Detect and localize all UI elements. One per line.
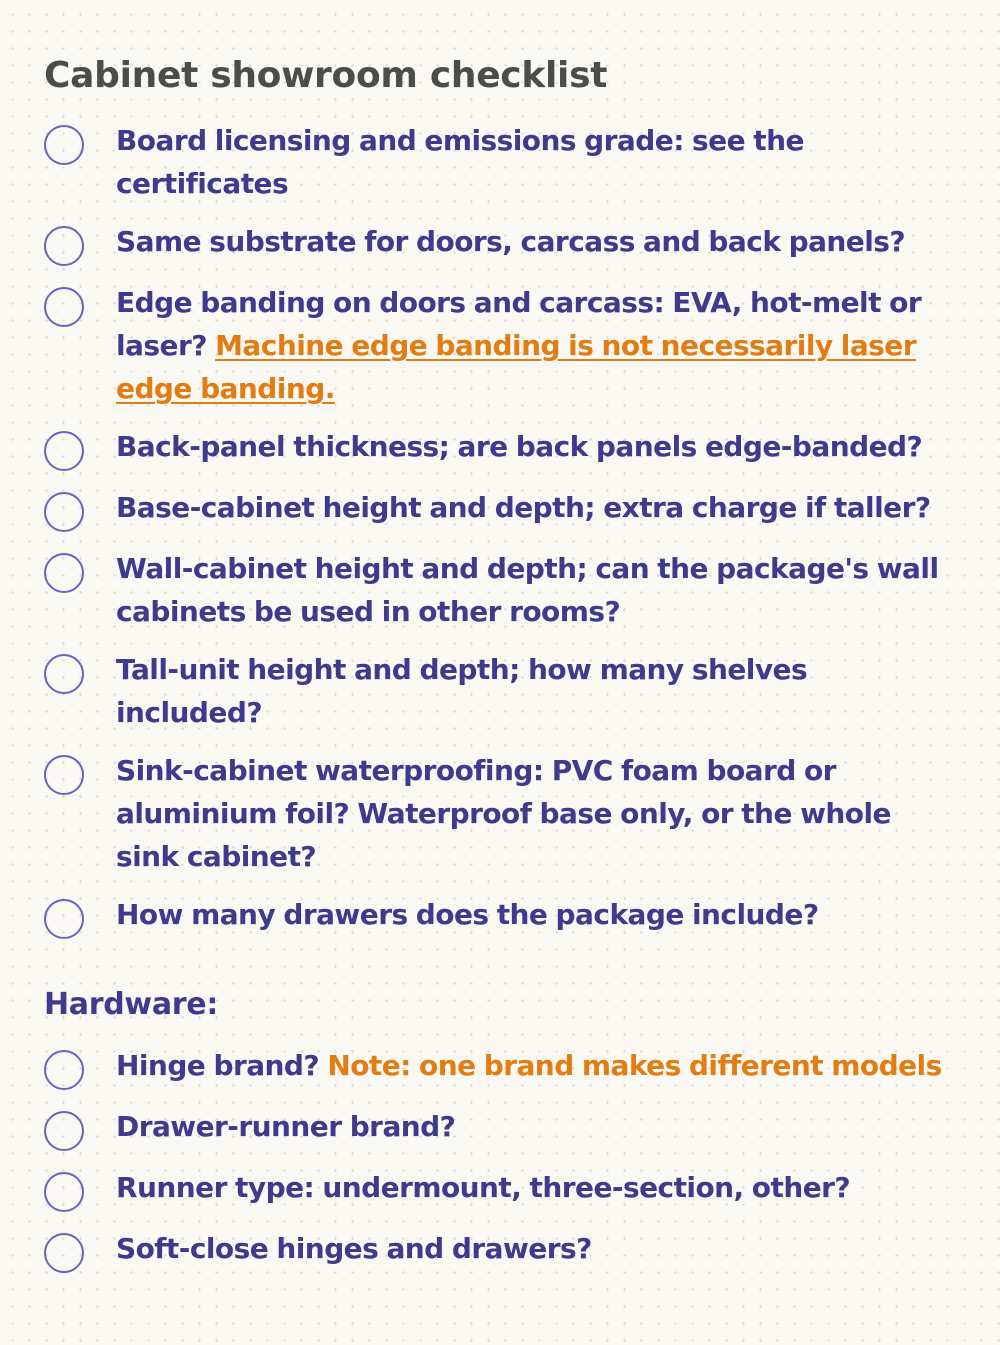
- checklist-item: [44, 1111, 960, 1151]
- circle-checkbox-icon[interactable]: [44, 553, 84, 593]
- checklist-item-text: Drawer-runner brand?: [116, 1110, 456, 1143]
- checklist-item: [44, 226, 960, 266]
- checklist-item-text: Wall-cabinet height and depth; can the package's wall cabinets be used in other rooms?: [116, 552, 939, 628]
- main-checklist: [44, 125, 960, 939]
- circle-checkbox-icon[interactable]: [44, 492, 84, 532]
- checklist-item: [44, 899, 960, 939]
- checklist-item-main-text: Hinge brand?: [116, 1049, 328, 1082]
- circle-checkbox-icon[interactable]: [44, 125, 84, 165]
- circle-checkbox-icon[interactable]: [44, 287, 84, 327]
- circle-checkbox-icon[interactable]: [44, 1233, 84, 1273]
- checklist-item: [44, 125, 960, 205]
- checklist-item-text: [116, 1044, 960, 1087]
- checklist-item-text: Same substrate for doors, carcass and back panels?: [116, 225, 906, 258]
- checklist-item: [44, 1233, 960, 1273]
- page-title: Cabinet showroom checklist: [44, 55, 608, 96]
- checklist-item: [44, 1172, 960, 1212]
- checklist-item: [44, 553, 960, 633]
- checklist-item-text: Back-panel thickness; are back panels edge-banded?: [116, 430, 923, 463]
- checklist-item-text: [116, 281, 960, 410]
- checklist-item-text: Base-cabinet height and depth; extra charge if taller?: [116, 491, 931, 524]
- circle-checkbox-icon[interactable]: [44, 1050, 84, 1090]
- hardware-checklist: [44, 1050, 960, 1273]
- checklist-item: [44, 492, 960, 532]
- circle-checkbox-icon[interactable]: [44, 899, 84, 939]
- circle-checkbox-icon[interactable]: [44, 755, 84, 795]
- checklist-item-text: Soft-close hinges and drawers?: [116, 1232, 592, 1265]
- circle-checkbox-icon[interactable]: [44, 654, 84, 694]
- checklist-item-text: Board licensing and emissions grade: see the certificates: [116, 124, 804, 200]
- circle-checkbox-icon[interactable]: [44, 226, 84, 266]
- hardware-section-title: Hardware:: [44, 987, 219, 1022]
- checklist-item: [44, 755, 960, 878]
- hinge-brand-note: Note: one brand makes different models: [327, 1049, 942, 1082]
- circle-checkbox-icon[interactable]: [44, 1111, 84, 1151]
- checklist-item-text: How many drawers does the package include?: [116, 898, 819, 931]
- checklist-item: [44, 287, 960, 410]
- circle-checkbox-icon[interactable]: [44, 1172, 84, 1212]
- checklist-item-text: Sink-cabinet waterproofing: PVC foam board or aluminium foil? Waterproof base only, or the whole sink cabinet?: [116, 754, 891, 873]
- circle-checkbox-icon[interactable]: [44, 431, 84, 471]
- checklist-item-text: Tall-unit height and depth; how many shelves included?: [116, 653, 808, 729]
- checklist-item: [44, 654, 960, 734]
- checklist-item: [44, 431, 960, 471]
- checklist-item-main-text: Edge banding on doors and carcass: EVA, hot-melt or laser?: [116, 286, 922, 362]
- checklist-item-text: Runner type: undermount, three-section, other?: [116, 1171, 851, 1204]
- edge-banding-note-link[interactable]: Machine edge banding is not necessarily laser edge banding.: [116, 329, 916, 405]
- checklist-item: [44, 1050, 960, 1090]
